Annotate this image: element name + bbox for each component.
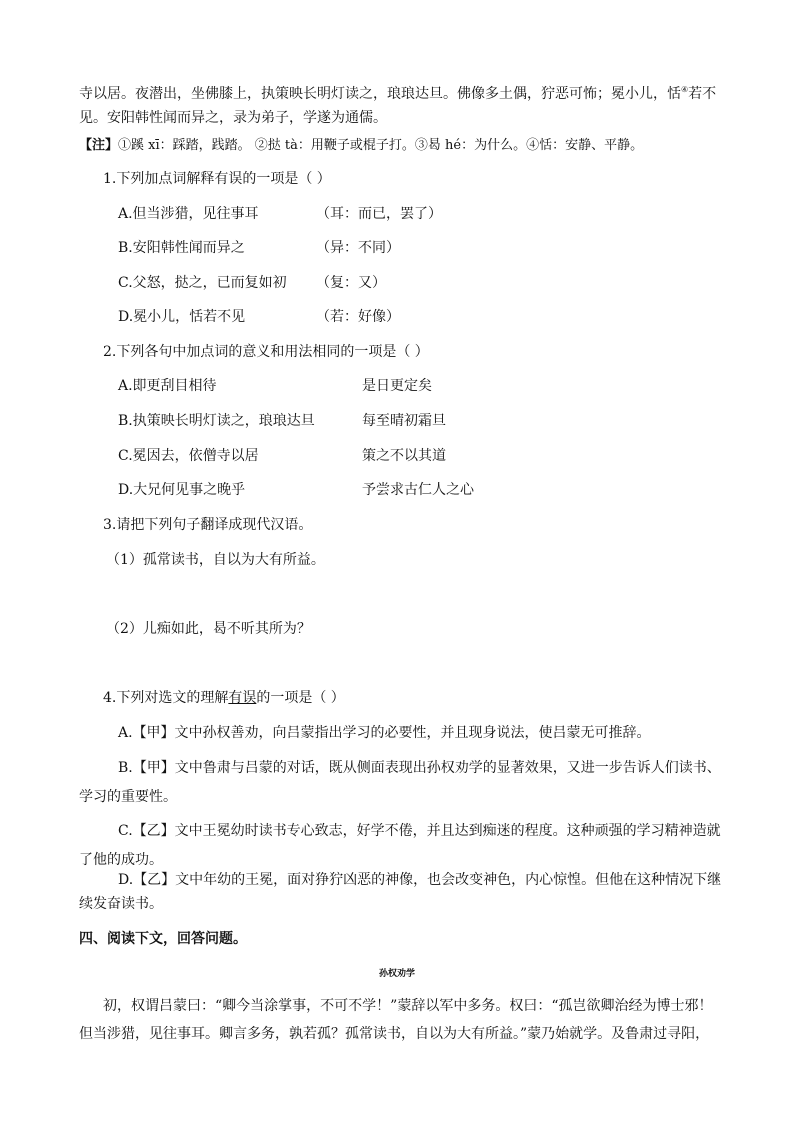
q4-stem-text: 4.下列对选文的理解: [103, 690, 229, 706]
q2-option-a-compare: 是日更定矣: [362, 378, 432, 394]
passage-text: 若不: [688, 86, 717, 102]
q2-option-d-compare: 予尝求古仁人之心: [362, 482, 474, 498]
q4-option-d-line2: 续发奋读书。: [79, 896, 163, 912]
notes-text: ①蹊 xī：踩踏，践踏。 ②挞 tà：用鞭子或棍子打。③曷 hé：为什么。④恬：安静、平静。: [118, 138, 644, 153]
q4-option-d-line1: D.【乙】文中年幼的王冕，面对狰狞凶恶的神像，也会改变神色，内心惊惶。但他在这种情况下继: [118, 872, 722, 888]
q4-stem-underlined: 有误: [228, 690, 257, 706]
section-heading: 四、阅读下文，回答问题。: [79, 931, 247, 947]
passage-line: 见。安阳韩性闻而异之，录为弟子，学遂为通儒。: [79, 110, 387, 126]
passage-paragraph-line: 但当涉猎，见往事耳。卿言多务，孰若孤？孤常读书，自以为大有所益。”蒙乃始就学。及鲁肃过寻阳，: [79, 1026, 710, 1042]
q2-option-c-compare: 策之不以其道: [362, 448, 446, 464]
q1-option-b: B.安阳韩性闻而异之: [118, 240, 245, 256]
passage-paragraph-line: 初，权谓吕蒙曰：“卿今当涂掌事，不可不学！”蒙辞以军中多务。权曰：“孤岂欲卿治经为博士邪！: [103, 998, 713, 1014]
q1-option-a: A.但当涉猎，见往事耳: [118, 206, 259, 222]
q4-stem-text: 的一项是（ ）: [256, 690, 345, 706]
q1-option-d-gloss: （若：好像）: [316, 309, 400, 325]
notes-label: 【注】: [79, 138, 119, 153]
q4-option-c-line1: C.【乙】文中王冕幼时读书专心致志，好学不倦，并且达到痴迷的程度。这种顽强的学习精神造就: [118, 823, 721, 839]
question-2-stem: 2.下列各句中加点词的意义和用法相同的一项是（ ）: [103, 344, 429, 360]
passage-title: 孙权劝学: [378, 969, 415, 979]
q4-option-c-line2: 了他的成功。: [79, 852, 163, 868]
q4-option-b-line1: B.【甲】文中鲁肃与吕蒙的对话，既从侧面表现出孙权劝学的显著效果，又进一步告诉人们读书、: [118, 760, 721, 776]
q4-option-b-line2: 学习的重要性。: [79, 789, 177, 805]
q1-option-c-gloss: （复：又）: [316, 275, 386, 291]
q2-option-d: D.大兄何见事之晚乎: [118, 482, 246, 498]
question-1-stem: 1.下列加点词解释有误的一项是（ ）: [103, 171, 331, 187]
q4-option-a: A.【甲】文中孙权善劝，向吕蒙指出学习的必要性，并且现身说法，使吕蒙无可推辞。: [118, 725, 651, 741]
q3-sentence-2: （2）儿痴如此，曷不听其所为？: [106, 621, 311, 637]
question-4-stem: [103, 687, 345, 709]
q3-sentence-1: （1）孤常读书，自以为大有所益。: [106, 552, 325, 568]
q2-option-a: A.即更刮目相待: [118, 378, 217, 394]
passage-line: [79, 79, 716, 105]
question-3-stem: 3.请把下列句子翻译成现代汉语。: [103, 517, 313, 533]
passage-text: 寺以居。夜潜出，坐佛膝上，执策映长明灯读之，琅琅达旦。佛像多土偶，狞恶可怖；冕小儿，恬: [79, 86, 681, 102]
notes-line: [79, 135, 643, 157]
q1-option-c: C.父怒，挞之，已而复如初: [118, 275, 287, 291]
q2-option-b-compare: 每至晴初霜旦: [362, 413, 446, 429]
q2-option-c: C.冕因去，依僧寺以居: [118, 448, 259, 464]
q1-option-d: D.冕小儿，恬若不见: [118, 309, 246, 325]
q1-option-a-gloss: （耳：而已，罢了）: [316, 206, 442, 222]
footnote-marker: ④: [681, 85, 689, 94]
q1-option-b-gloss: （异：不同）: [316, 240, 400, 256]
q2-option-b: B.执策映长明灯读之，琅琅达旦: [118, 413, 315, 429]
